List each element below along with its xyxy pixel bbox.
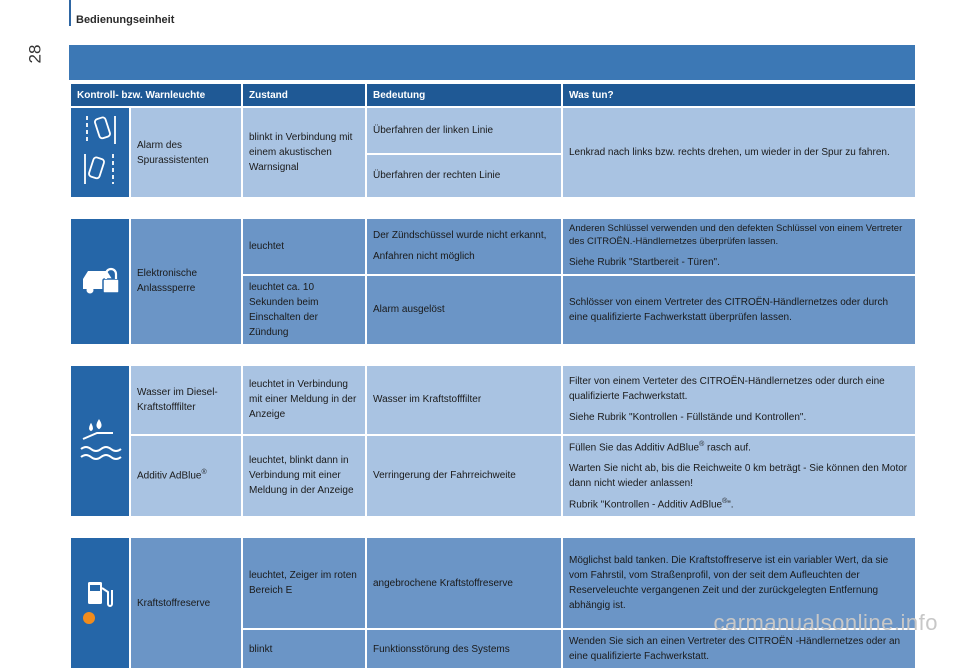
action-text: Lenkrad nach links bzw. rechts drehen, um wieder in der Spur zu fahren. [562,107,916,198]
table-row [70,107,916,154]
action-text: Wenden Sie sich an einen Vertreter des CITROËN -Händlernetzes oder an eine qualifizierte Fachwerkstatt. [562,629,916,669]
action-cell [562,218,916,275]
col-header-meaning: Bedeutung [366,83,562,107]
light-name-cell [130,435,242,518]
state-text: leuchtet, Zeiger im roten Bereich E [242,537,366,629]
col-header-state: Zustand [242,83,366,107]
immobiliser-icon [70,218,130,345]
watermark: carmanualsonline.info [713,610,938,635]
section-marker [69,0,71,26]
state-text: leuchtet ca. 10 Sekunden beim Einschalten der Zündung [242,275,366,345]
action-text: Filter von einem Verteter des CITROËN-Händlernetzes oder durch eine qualifizierte Fachwerkstatt. [569,376,885,403]
light-name: Alarm des Spurassistenten [130,107,242,198]
action-text: Siehe Rubrik "Startbereit - Türen". [569,256,720,268]
meaning-text: angebrochene Kraftstoffreserve [366,537,562,629]
meaning-text: Funktionsstörung des Systems [366,629,562,669]
table-banner [69,45,915,80]
fuel-reserve-icon [70,537,130,669]
section-title: Bedienungseinheit [76,14,175,26]
table-row [70,218,916,275]
action-text: Warten Sie nicht ab, bis die Reichweite 0 km beträgt - Sie können den Motor dann nicht wieder anlassen! [569,462,908,489]
registered-mark: ® [201,469,207,477]
meaning-text: Überfahren der linken Linie [366,107,562,154]
meaning-text: Alarm ausgelöst [366,275,562,345]
state-text: leuchtet, blinkt dann in Verbindung mit einer Meldung in der Anzeige [242,435,366,518]
light-name: Kraftstoffreserve [130,537,242,669]
meaning-text: Verringerung der Fahrreichweite [366,435,562,518]
state-text: blinkt in Verbindung mit einem akustischen Warnsignal [242,107,366,198]
state-text: blinkt [242,629,366,669]
light-name: Elektronische Anlasssperre [130,218,242,345]
light-name: Wasser im Diesel-Kraftstofffilter [130,365,242,435]
lane-warning-icon [70,107,130,198]
warning-lights-table [69,82,917,670]
table-row [70,435,916,518]
action-text: Siehe Rubrik "Kontrollen - Füllstände und Kontrollen". [569,412,807,424]
meaning-cell [366,218,562,275]
meaning-text: Wasser im Kraftstofffilter [366,365,562,435]
action-text: Schlösser von einem Vertreter des CITROËN-Händlernetzes oder durch eine qualifizierte Fachwerkstatt überprüfen lassen. [562,275,916,345]
meaning-text: Der Zündschüssel wurde nicht erkannt, [373,230,547,242]
state-text: leuchtet [242,218,366,275]
action-text: Anderen Schlüssel verwenden und den defekten Schlüssel von einem Vertreter des CITROËN.-Händlernetzes überprüfen lassen. [569,223,903,247]
action-text: Möglichst bald tanken. Die Kraftstoffreserve ist ein variabler Wert, da sie vom Fahrstil, vom Straßenprofil, von der seit dem Aufleuchten der Reserveleuchte vergangenen Zeit und der zurückgelegten Entfernung abhängig ist. [562,537,916,629]
page-number: 28 [25,44,45,64]
action-text: Füllen Sie das Additiv AdBlue® rasch auf. [569,440,751,453]
action-text: Rubrik "Kontrollen - Additiv AdBlue®". [569,497,734,511]
water-in-fuel-icon [70,365,130,518]
light-name: Additiv AdBlue [137,470,202,482]
meaning-text: Überfahren der rechten Linie [366,154,562,198]
state-text: leuchtet in Verbindung mit einer Meldung in der Anzeige [242,365,366,435]
table-header-row [70,83,916,107]
action-cell [562,365,916,435]
table-row [70,365,916,435]
meaning-text: Anfahren nicht möglich [373,251,475,263]
action-cell [562,435,916,518]
col-header-action: Was tun? [562,83,916,107]
col-header-light: Kontroll- bzw. Warnleuchte [70,83,242,107]
